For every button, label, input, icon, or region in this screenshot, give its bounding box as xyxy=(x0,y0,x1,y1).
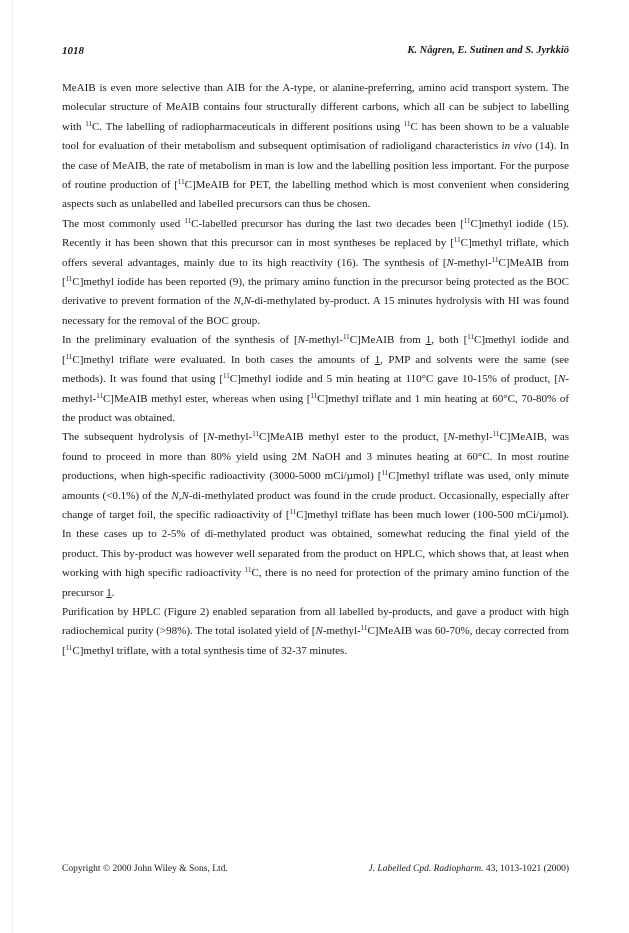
paragraph-1: MeAIB is even more selective than AIB for the A-type, or alanine-preferring, amino acid transport system. The molecular structure of MeAIB contains four structurally different carbons, which all can be subject to labelling with $^{11}$C. The labelling of radiopharmaceuticals in different positions using $^{11}$C has been shown to be a valuable tool for evaluation of their metabolism and subsequent optimisation of radioligand characteristics in vivo (14). In the case of MeAIB, the rate of metabolism in man is low and the labelling position less important. For the purpose of routine production of [$^{11}$C]MeAIB for PET, the labelling method which is most convenient when considering aspects such as unlabelled and labelled precursors can thus be chosen. xyxy=(62,82,569,211)
paragraph-3: In the preliminary evaluation of the synthesis of [N-methyl-$^{11}$C]MeAIB from 1, both [$^{11}$C]methyl iodide and [$^{11}$C]methyl triflate were evaluated. In both cases the amounts of 1, PMP and solvents were the same (see methods). It was found that using [$^{11}$C]methyl iodide and 5 min heating at 110°C gave 10-15% of product, [N-methyl-$^{11}$C]MeAIB methyl ester, whereas when using [$^{11}$C]methyl triflate and 1 min heating at 60°C, 70-80% of the product was obtained. xyxy=(62,333,570,424)
paragraph-5: Purification by HPLC (Figure 2) enabled separation from all labelled by-products, and gave a product with high radiochemical purity (>98%). The total isolated yield of [N-methyl-$^{11}$C]MeAIB was 60-70%, decay corrected from [$^{11}$C]methyl triflate, with a total synthesis time of 32-37 minutes. xyxy=(62,605,570,657)
footer-copyright: Copyright © 2000 John Wiley & Sons, Ltd. xyxy=(62,864,228,874)
scan-edge xyxy=(12,0,13,933)
journal-name: J. Labelled Cpd. Radiopharm. xyxy=(368,864,484,874)
paragraph-2: The most commonly used $^{11}$C-labelled precursor has during the last two decades been [$^{11}$C]methyl iodide (15). Recently it has been shown that this precursor can in most syntheses be replaced by [$^{11}$C]methyl triflate, which offers several advantages, mainly due to its high reactivity (16). The synthesis of [N-methyl-$^{11}$C]MeAIB from [$^{11}$C]methyl iodide has been reported (9), the primary amino function in the precursor being protected as the BOC derivative to prevent formation of the N,N-di-methylated by-product. A 15 minutes hydrolysis with HI was found necessary for the removal of the BOC group. xyxy=(62,216,569,327)
volume-pages: 43, 1013-1021 (2000) xyxy=(485,864,569,874)
footer-citation xyxy=(368,864,569,874)
body-text xyxy=(62,79,569,661)
page-number: 1018 xyxy=(62,45,84,57)
running-header-authors: K. Någren, E. Sutinen and S. Jyrkkiö xyxy=(407,45,569,56)
paragraph-4: The subsequent hydrolysis of [N-methyl-$^{11}$C]MeAIB methyl ester to the product, [N-methyl-$^{11}$C]MeAIB, was found to proceed in more than 80% yield using 2M NaOH and 3 minutes heating at 60°C. In most routine productions, when high-specific radioactivity (3000-5000 mCi/µmol) [$^{11}$C]methyl triflate was used, only minute amounts (<0.1%) of the N,N-di-methylated product was found in the crude product. Occasionally, especially after change of target foil, the specific radioactivity of [$^{11}$C]methyl triflate has been much lower (100-500 mCi/µmol). In these cases up to 2-5% of di-methylated product was obtained, somewhat reducing the final yield of the product. This by-product was however well separated from the product on HPLC, which shows that, at least when working with high specific radioactivity $^{11}$C, there is no need for protection of the primary amino function of the precursor 1. xyxy=(62,430,570,599)
